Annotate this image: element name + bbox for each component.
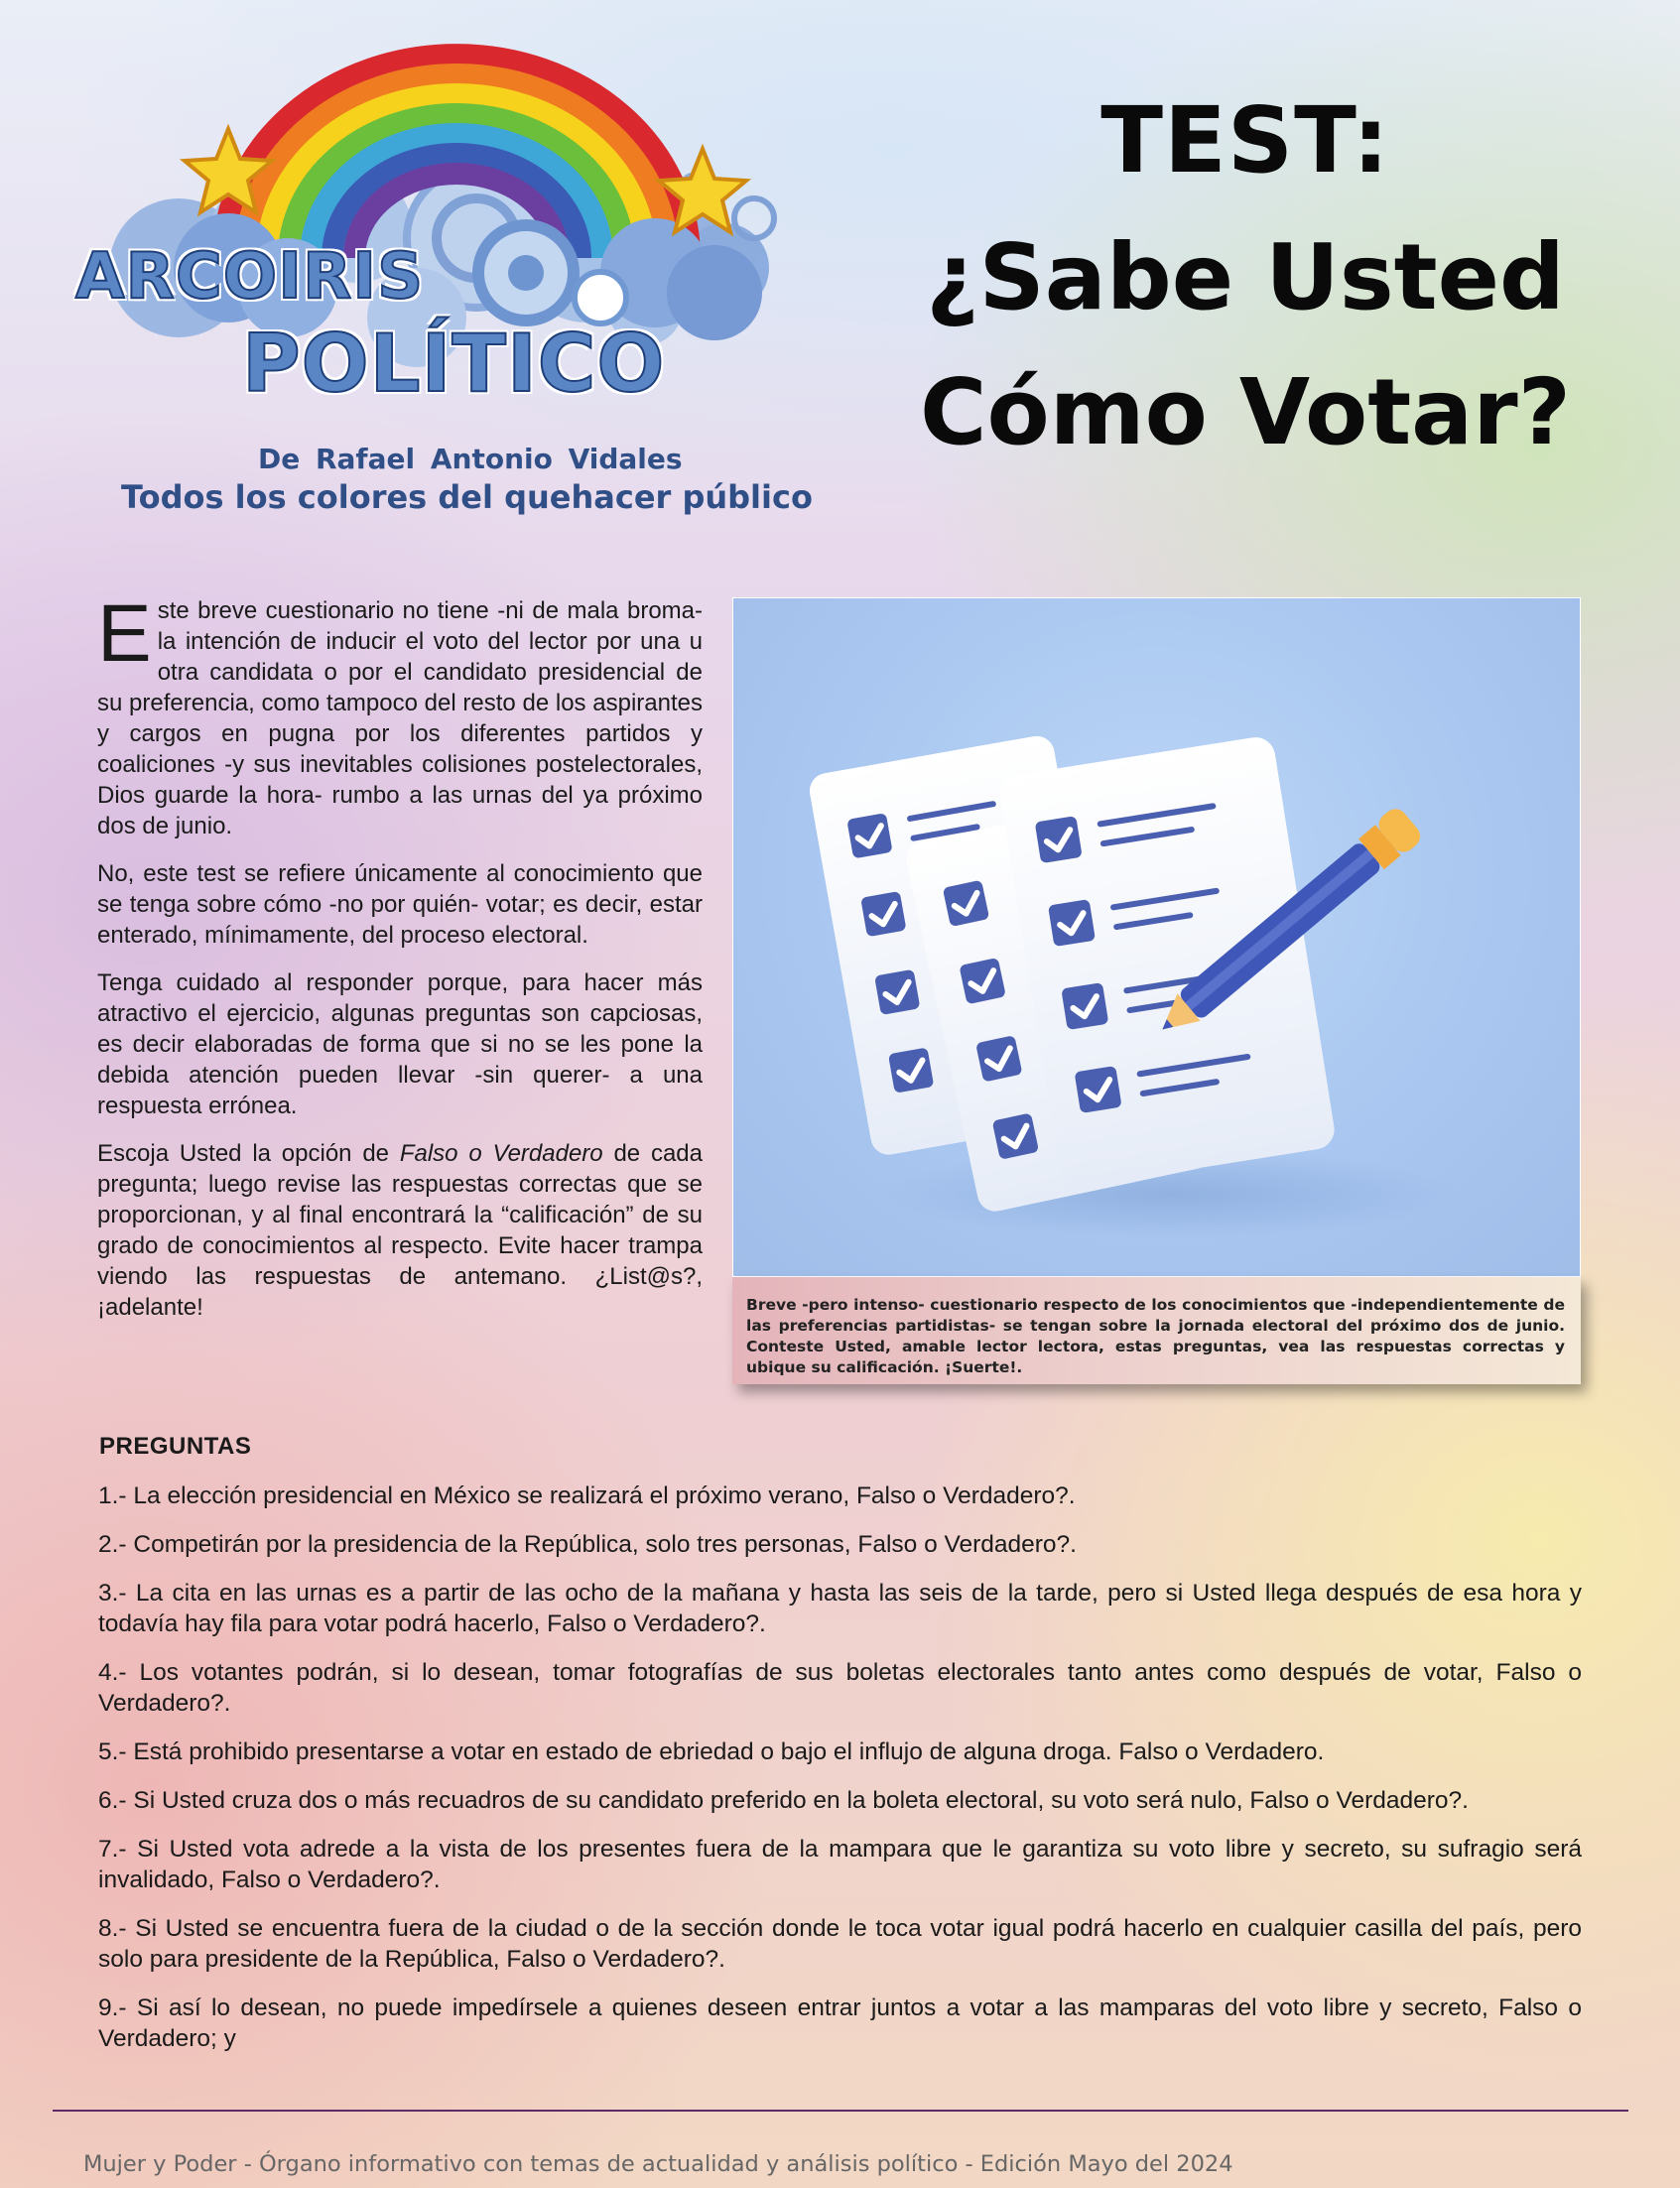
intro-paragraph-1: [97, 588, 703, 841]
question-item: 2.- Competirán por la presidencia de la República, solo tres personas, Falso o Verdadero?.: [98, 1531, 1077, 1558]
checkbox-icon: [975, 1035, 1022, 1082]
question-item: 3.- La cita en las urnas es a partir de las ocho de la mañana y hasta las seis de la tarde, pero si Usted llega después de esa hora y todavía hay fila para votar podrá hacerlo, Falso o Verdadero?.: [98, 1580, 1582, 1637]
checkbox-icon: [1061, 982, 1108, 1030]
checkbox-icon: [1035, 816, 1083, 863]
intro-p4-italic: Falso o Verdadero: [399, 1140, 603, 1167]
author-byline: De Rafael Antonio Vidales: [258, 443, 683, 475]
question-item: 7.- Si Usted vota adrede a la vista de los presentes fuera de la mampara que le garantiza su voto libre y secreto, su sufragio será invalidado, Falso o Verdadero?.: [98, 1836, 1582, 1893]
intro-p4-after: de cada pregunta; luego revise las respuestas correctas que se proporcionan, y al final encontrará la “calificación” de su grado de conocimientos al respecto. Evite hacer trampa viendo las respuestas de antemano. ¿List@s?, ¡adelante!: [97, 1140, 703, 1321]
article-figure: [732, 597, 1581, 1384]
figure-caption: Breve -pero intenso- cuestionario respecto de los conocimientos que -independientemente de las preferencias partidistas- se tengan sobre la jornada electoral del próximo dos de junio. Conteste Usted, amable lector lectora, estas preguntas, vea las respuestas correctas y ubique su calificación. ¡Suerte!.: [732, 1277, 1581, 1384]
checkbox-icon: [874, 969, 920, 1015]
question-item: 8.- Si Usted se encuentra fuera de la ciudad o de la sección donde le toca votar igual podrá hacerlo en cualquier casilla del país, pero solo para presidente de la República, Falso o Verdadero?.: [98, 1915, 1582, 1973]
checklist-illustration: [732, 597, 1581, 1277]
drop-cap: E: [97, 588, 152, 679]
footer-text: Mujer y Poder - Órgano informativo con temas de actualidad y análisis político - Edición Mayo del 2024: [83, 2151, 1233, 2177]
title-line1: TEST:: [1100, 87, 1390, 193]
footer-divider: [53, 2110, 1628, 2112]
intro-paragraph-3: Tenga cuidado al responder porque, para hacer más atractivo el ejercicio, algunas preguntas son capciosas, es decir elaboradas de forma que si no se les pone la debida atención pueden llevar -sin querer- a una respuesta errónea.: [97, 969, 703, 1119]
title-line2: ¿Sabe Usted: [926, 224, 1565, 330]
question-item: 1.- La elección presidencial en México se realizará el próximo verano, Falso o Verdadero?.: [98, 1482, 1076, 1509]
checkbox-icon: [846, 813, 892, 858]
intro-paragraph-1-text: ste breve cuestionario no tiene -ni de mala broma- la intención de inducir el voto del lector por una u otra candidata o por el candidato presidencial de su preferencia, como tampoco del resto de los aspirantes y cargos en pugna por los diferentes partidos y coaliciones -y sus inevitables colisiones postelectorales, Dios guarde la hora- rumbo a las urnas del ya próximo dos de junio.: [97, 597, 703, 839]
logo: [60, 20, 834, 536]
checkbox-icon: [992, 1112, 1039, 1159]
checkbox-icon: [959, 958, 1005, 1004]
questions-heading: PREGUNTAS: [99, 1433, 252, 1460]
intro-text: [97, 588, 703, 1340]
checkbox-icon: [943, 880, 989, 927]
checkbox-icon: [888, 1047, 934, 1093]
logo-name-line2: POLÍTICO: [242, 318, 666, 410]
checkbox-icon: [1075, 1066, 1122, 1113]
questions-list: [98, 1480, 1582, 2072]
question-item: 4.- Los votantes podrán, si lo desean, tomar fotografías de sus boletas electorales tanto antes como después de votar, Falso o Verdadero?.: [98, 1659, 1582, 1717]
question-item: 9.- Si así lo desean, no puede impedírsele a quienes deseen entrar juntos a votar a las mamparas del voto libre y secreto, Falso o Verdadero; y: [98, 1995, 1582, 2052]
column-tagline: Todos los colores del quehacer público: [121, 478, 813, 516]
intro-paragraph-4: [97, 1138, 703, 1323]
page-title: [853, 89, 1637, 468]
title-line3: Cómo Votar?: [920, 359, 1571, 465]
checkbox-icon: [860, 891, 906, 937]
question-item: 5.- Está prohibido presentarse a votar en estado de ebriedad o bajo el influjo de alguna droga. Falso o Verdadero.: [98, 1738, 1325, 1765]
checkbox-icon: [1048, 899, 1096, 947]
logo-name-line1: ARCOIRIS: [75, 240, 425, 314]
intro-paragraph-2: No, este test se refiere únicamente al conocimiento que se tenga sobre cómo -no por quién- votar; es decir, estar enterado, mínimamente, del proceso electoral.: [97, 860, 703, 949]
question-item: 6.- Si Usted cruza dos o más recuadros de su candidato preferido en la boleta electoral, su voto será nulo, Falso o Verdadero?.: [98, 1787, 1469, 1814]
intro-p4-before: Escoja Usted la opción de: [97, 1140, 400, 1167]
